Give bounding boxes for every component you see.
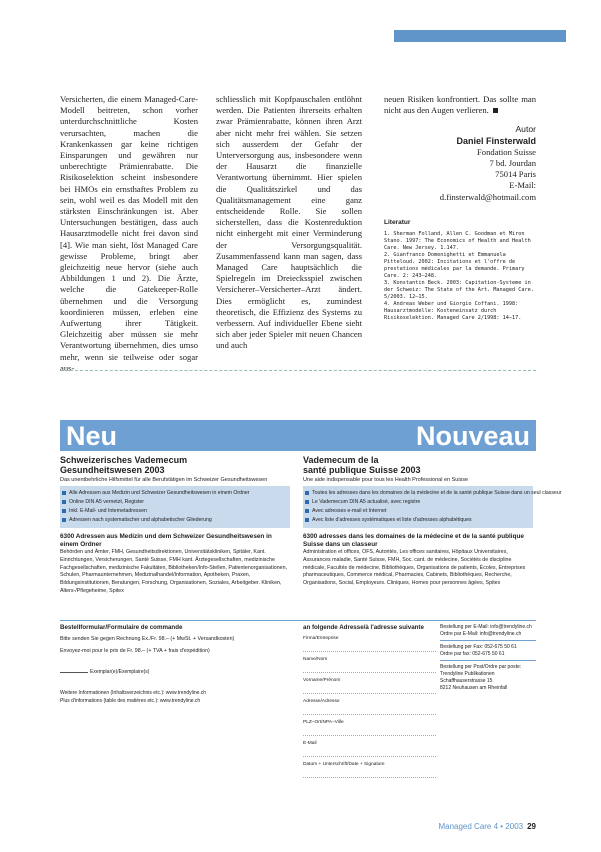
- first-name-field[interactable]: [303, 678, 436, 694]
- field-label: Adresse/Adresse: [303, 699, 340, 704]
- ad-title: Gesundheitswesen 2003: [60, 465, 165, 475]
- field-label: E-Mail: [303, 741, 317, 746]
- author-line: d.finsterwald@hotmail.com: [439, 191, 536, 202]
- ad-bullet-text: Inkl. E-Mail- und Internetadressen: [69, 508, 147, 514]
- bullet-square-icon: [62, 500, 66, 504]
- ad-bullet-text: Avec liste d'adresses systématiques et liste d'adresses alphabétiques: [312, 517, 472, 523]
- order-text-french: Envoyez-moi pour le prix de Fr. 98.– (+ TVA + frais d'expédition): [60, 648, 210, 654]
- author-heading: Autor: [515, 124, 536, 135]
- ad-bullet: [62, 489, 290, 498]
- ad-bullet-text: Alle Adressen aus Medizin und Schweizer Gesundheitswesen in einem Ordner: [69, 490, 250, 496]
- date-signature-field[interactable]: [303, 762, 436, 778]
- article-text-col2: schliesslich mit Kopfpauschalen entlöhnt werden. Die Patienten ihrerseits erhalten zwar Prämienrabatte, können ihren Arzt aber nicht mehr frei wählen. Sie setzen sich ausserdem der Gefahr der Unterversorgung aus, insbesondere wenn der Hausarzt die finanzielle Verantwortung übernimmt. Hier spielen die Qualitätszirkel und das Qualitätsmanagement eine ganz entscheidende Rolle. Sie sollen sicherstellen, dass die Kostenreduktion nicht einhergeht mit einer Verminderung der Versorgungsqualität. Zusammenfassend kann man sagen, dass Managed Care hauptsächlich die Spielregeln im Dreiecksspiel zwischen Versicherer–Versicherter–Arzt ändert. Dies ermöglicht es, zumindest theoretisch, die Effizienz des Systems zu verbessern. Auf individueller Ebene sieht sich aber jeder Spieler mit neuen Chancen und auch: [216, 94, 362, 351]
- end-mark-icon: [493, 108, 498, 113]
- ad-title: santé publique Suisse 2003: [303, 465, 421, 475]
- ad-body-text: Administration et offices, OFS, Autorités, Les offices sanitaires, Hôpitaux Universitaires, Assurances maladie, Santé Suisse, FMH, Soc. cant. de médecine, Sociétés de discipline médicale, Facultés de médecine, Bibliothèques, Organisations de patients, Écoles, Entreprises pharmaceutiques, Commerce médical, Pharmacies, Cabinets, Bibliothèques, Recherche, Organisations, Social, Employeurs. Cliniques, Homes pour personnes âgées, Spitex: [303, 549, 526, 587]
- ad-body-text: Behörden und Ämter, FMH, Gesundheitsdirektionen, Universitätskliniken, Spitäler, Kant. Einrichtungen, Versicherungen, Santé Suisse, FMH kant. Ärztegesellschaften, medizinische Fachgesellschaften, medizinische Fakultäten, Bibliotheken/Info-Stellen, Patientenorganisationen, Schulen, Pharmaunternehmen, Medizinalhandel/Information, Apotheken, Praxen, Bildungsinstitutionen, Beratungen, Forschung, Organisationen, Soziales, Arbeitgeber. Kliniken, Alters-/Pflegeheime, Spitex: [60, 549, 288, 594]
- quantity-line[interactable]: [60, 672, 88, 673]
- info-german: Weitere Informationen (Inhaltsverzeichnis etc.): www.trendyline.ch: [60, 690, 207, 696]
- page-footer: [438, 822, 536, 831]
- journal-name: Managed Care 4 • 2003: [438, 822, 524, 831]
- order-channels: [440, 624, 536, 692]
- author-line: 75014 Paris: [495, 169, 536, 180]
- article-text-col3: [384, 94, 536, 116]
- page-number: 29: [527, 822, 536, 831]
- bullet-square-icon: [305, 518, 309, 522]
- order-form-rule: [60, 620, 536, 621]
- author-block: [384, 124, 536, 202]
- author-line: Fondation Suisse: [477, 146, 536, 157]
- field-label: Name/Nom: [303, 657, 328, 662]
- order-channel-text: Ordre par fax: 052-675 50 61: [440, 651, 505, 657]
- ad-bullet-text: Toutes les adresses dans les domaines de la médecine et de la santé publique Suisse dans un seul classeur: [312, 490, 562, 496]
- zip-city-field[interactable]: [303, 720, 436, 736]
- order-channel-text: Bestellung per Fax: 052-675 50 61: [440, 644, 517, 650]
- order-channel-text: Bestellung per E-Mail: info@trendyline.ch: [440, 624, 532, 630]
- section-divider: [60, 370, 536, 371]
- author-line: 7 bd. Jourdan: [489, 158, 536, 169]
- ad-bullet-text: Adressen nach systematischer und alphabetischer Gliederung: [69, 517, 212, 523]
- article-column-1: [60, 94, 198, 374]
- order-channel-text: 8212 Neuhausen am Rheinfall: [440, 685, 508, 691]
- order-post-block: [440, 664, 536, 692]
- ad-banner-neu: Neu: [66, 421, 118, 451]
- field-label: PLZ–Ort/NPA–Ville: [303, 720, 344, 725]
- ad-bullet-text: Avec adresses e-mail et Internet: [312, 508, 387, 514]
- ad-section-heading: 6300 Adressen aus Medizin und dem Schweizer Gesundheitswesen in einem Ordner: [60, 533, 272, 548]
- bullet-square-icon: [62, 491, 66, 495]
- ad-bullet: [62, 498, 290, 507]
- ad-title: Schweizerisches Vademecum: [60, 455, 188, 465]
- ad-bullet-text: Le Vademecum DIN A5 actualisé, avec registre: [312, 499, 421, 505]
- ad-bullet: [62, 516, 290, 525]
- bullet-square-icon: [305, 509, 309, 513]
- ad-subtitle: Une aide indispensable pour tous les Health Professional en Suisse: [303, 477, 469, 483]
- order-form-address: [303, 624, 436, 778]
- order-channel-text: Bestellung per Post/Ordre par poste:: [440, 664, 522, 670]
- ad-bullet-text: Online DIN A5 vernetzt, Register: [69, 499, 144, 505]
- bullet-square-icon: [62, 518, 66, 522]
- author-line: E-Mail:: [509, 180, 536, 191]
- ad-bullet-list: [60, 486, 290, 528]
- ad-title: Vademecum de la: [303, 455, 379, 465]
- field-label: Vorname/Prénom: [303, 678, 341, 683]
- email-field[interactable]: [303, 741, 436, 757]
- article-closing-text: neuen Risiken konfrontiert. Das sollte man nicht aus den Augen verlieren.: [384, 94, 536, 116]
- article-text-col1: Versicherten, die einem Managed-Care-Modell beitreten, schon vorher unterdurchschnittliche Kosten verursachten, machen die Krankenkassen gar keine richtigen Einsparungen und gewähren nur unberechtigte Prämienrabatte. Die Risikoselektion scheint insbesondere bei HMOs ein ernsthaftes Problem zu sein, wohl weil es das Modell mit den stärksten Einschränkungen ist. Aber Untersuchungen bestätigen, dass auch Hausarztmodelle nicht frei davon sind [4]. Wie man sieht, löst Managed Care gewisse Probleme, bringt aber gleichzeitig neue hervor (siehe auch Abbildungen 1 und 2). Die Ärzte, welche die Gatekeeper-Rolle übernehmen und die Versorgung koordinieren müssen, erleben eine Aufwertung ihrer Tätigkeit. Gleichzeitig aber müssen sie mehr Verantwortung übernehmen, dies umso mehr, wenn sie teilweise oder sogar aus-: [60, 94, 198, 373]
- ad-bullet: [305, 489, 562, 498]
- quantity-field[interactable]: [60, 669, 292, 675]
- running-header-text: [394, 30, 566, 36]
- info-french: Plus d'informations (table des matières etc.): www.trendyline.ch: [60, 698, 201, 704]
- order-channel-text: Ordre par E-Mail: info@trendyline.ch: [440, 631, 522, 637]
- references-heading: Literatur: [384, 218, 411, 226]
- bullet-square-icon: [305, 491, 309, 495]
- field-label: Firma/Entreprise: [303, 636, 339, 641]
- reference-item: 4. Andreas Weber und Giorgio Coffani. 1998: Hausarztmodelle: Kosteneinsatz durch Risikoselektion. Managed Care 2/1998: 14–17.: [384, 301, 522, 322]
- ad-banner-nouveau: Nouveau: [415, 421, 530, 451]
- address-field[interactable]: [303, 699, 436, 715]
- reference-item: 3. Konstantin Beck. 2003: Capitation-Systeme in der Schweiz: The State of the Art. Managed Care. 5/2003. 12–15.: [384, 280, 534, 301]
- ad-banner: [60, 420, 536, 451]
- order-form-title: Bestellformular/Formulaire de commande: [60, 624, 183, 631]
- ad-bullet: [305, 516, 533, 525]
- article-column-3: [384, 94, 536, 322]
- bullet-square-icon: [305, 500, 309, 504]
- field-label: Datum + Unterschrift/Date + Signature: [303, 762, 385, 767]
- reference-item: 1. Sherman Folland, Allen C. Goodman et Miron Stano. 1997: The Economics of Health and Health Care. New Jersey. 1.147.: [384, 231, 531, 252]
- ad-bullet: [305, 507, 533, 516]
- company-field[interactable]: [303, 636, 436, 652]
- ad-section-heading: 6300 adresses dans les domaines de la médecine et de la santé publique Suisse dans un classeur: [303, 533, 524, 548]
- article-column-2: [216, 94, 362, 352]
- order-email-block: [440, 624, 536, 641]
- order-channel-text: Schaffhauserstrasse 15: [440, 678, 493, 684]
- order-text-german: Bitte senden Sie gegen Rechnung Ex./Fr. 98.– (+ MwSt. + Versandkosten): [60, 636, 235, 642]
- quantity-label: Exemplar(e)/Exemplaire(s): [90, 669, 150, 675]
- ad-column-french: [303, 455, 562, 588]
- order-form-left: [60, 624, 292, 705]
- order-channel-text: Trendyline Publikationen: [440, 671, 495, 677]
- reference-item: 2. Gianfranco Domenighetti et Emmanuela Pitteloud. 2002: Incitations et l'offre de prestations médicales par la demande. Primary Care. 2: 243–248.: [384, 252, 525, 280]
- running-header-bar: [394, 30, 566, 42]
- ad-subtitle: Das unentbehrliche Hilfsmittel für alle Berufstätigen im Schweizer Gesundheitswesen: [60, 477, 268, 483]
- author-name: Daniel Finsterwald: [456, 135, 536, 146]
- name-field[interactable]: [303, 657, 436, 673]
- order-fax-block: [440, 644, 536, 661]
- ad-bullet: [305, 498, 533, 507]
- ad-column-german: [60, 455, 290, 596]
- bullet-square-icon: [62, 509, 66, 513]
- address-form-title: an folgende Adresse/à l'adresse suivante: [303, 624, 424, 631]
- ad-bullet-list: [303, 486, 562, 528]
- ad-bullet: [62, 507, 290, 516]
